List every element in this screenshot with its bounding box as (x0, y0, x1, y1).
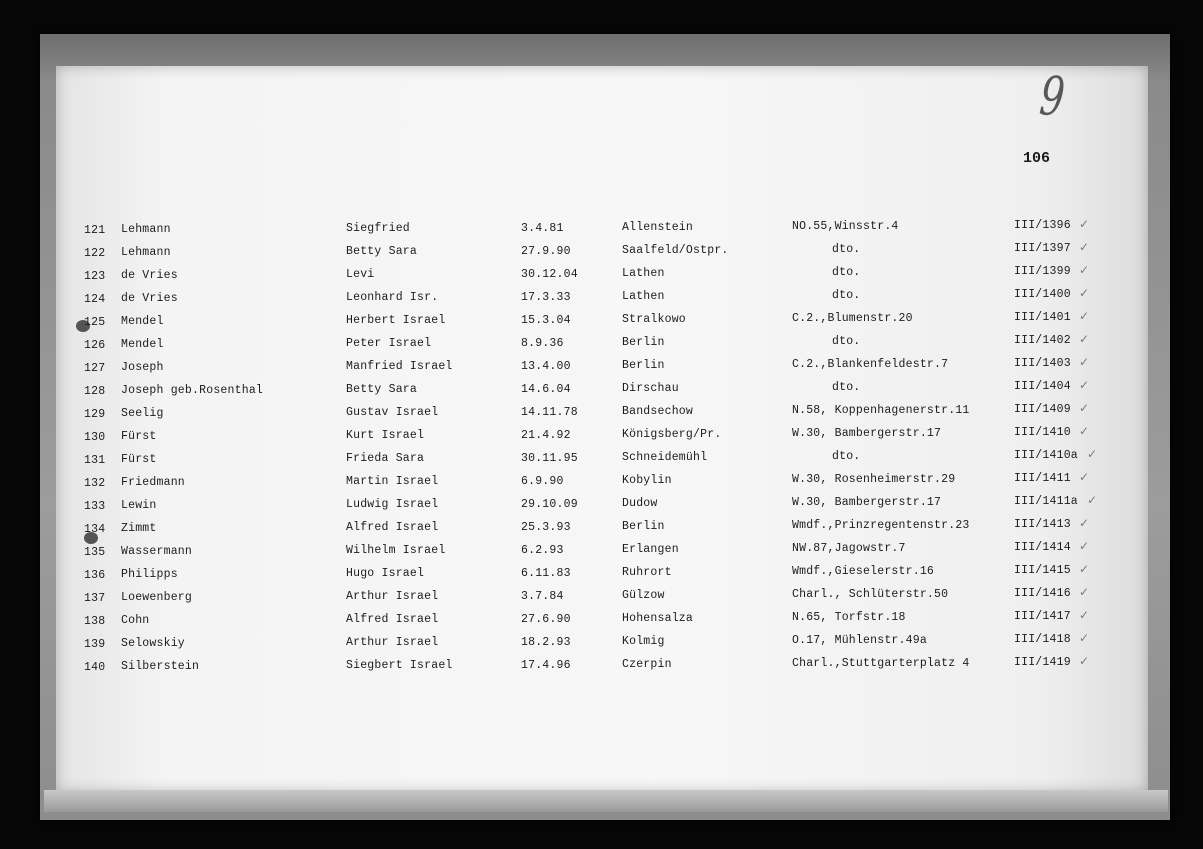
birth-place: Allenstein (622, 221, 694, 235)
check-mark-icon: ✓ (1079, 286, 1090, 301)
first-name: Frieda Sara (346, 452, 425, 466)
address: N.58, Koppenhagenerstr.11 (792, 404, 970, 418)
entry-number: 140 (84, 660, 106, 674)
entry-number: 132 (84, 476, 106, 490)
check-mark-icon: ✓ (1079, 654, 1090, 669)
entry-number: 135 (84, 545, 106, 559)
reference-number: III/1416 (1014, 587, 1071, 601)
first-name: Siegbert Israel (346, 659, 453, 673)
reference-number: III/1417 (1014, 610, 1071, 624)
birth-date: 3.7.84 (521, 589, 564, 603)
birth-date: 29.10.09 (521, 497, 578, 511)
birth-date: 14.11.78 (521, 405, 578, 419)
check-mark-icon: ✓ (1079, 631, 1090, 646)
entry-number: 134 (84, 522, 106, 536)
last-name: Selowskiy (121, 637, 185, 651)
birth-place: Kobylin (622, 474, 672, 488)
birth-place: Berlin (622, 520, 665, 534)
birth-place: Stralkowo (622, 313, 686, 327)
reference-number: III/1399 (1014, 265, 1071, 279)
check-mark-icon: ✓ (1079, 263, 1090, 278)
address: dto. (832, 335, 861, 349)
entry-number: 123 (84, 269, 106, 283)
reference-number: III/1415 (1014, 564, 1071, 578)
reference-number: III/1404 (1014, 380, 1071, 394)
first-name: Leonhard Isr. (346, 291, 439, 305)
reference-number: III/1409 (1014, 403, 1071, 417)
entry-number: 137 (84, 591, 106, 605)
entry-number: 138 (84, 614, 106, 628)
check-mark-icon: ✓ (1079, 585, 1090, 600)
birth-place: Lathen (622, 267, 665, 281)
check-mark-icon: ✓ (1087, 493, 1098, 508)
address: W.30, Rosenheimerstr.29 (792, 473, 956, 487)
address: C.2.,Blumenstr.20 (792, 312, 913, 326)
birth-date: 6.9.90 (521, 474, 564, 488)
last-name: Lehmann (121, 246, 171, 260)
last-name: Lewin (121, 499, 157, 513)
address: Wmdf.,Prinzregentenstr.23 (792, 519, 970, 533)
first-name: Betty Sara (346, 245, 418, 259)
birth-date: 25.3.93 (521, 520, 571, 534)
check-mark-icon: ✓ (1079, 355, 1090, 370)
check-mark-icon: ✓ (1079, 240, 1090, 255)
last-name: Joseph (121, 361, 164, 375)
document-page (56, 63, 1148, 792)
entry-number: 139 (84, 637, 106, 651)
check-mark-icon: ✓ (1079, 516, 1090, 531)
first-name: Gustav Israel (346, 406, 439, 420)
birth-place: Ruhrort (622, 566, 672, 580)
last-name: de Vries (121, 292, 178, 306)
birth-date: 14.6.04 (521, 382, 571, 396)
reference-number: III/1411a (1014, 495, 1078, 509)
reference-number: III/1411 (1014, 472, 1071, 486)
address: NW.87,Jagowstr.7 (792, 542, 906, 556)
entry-number: 127 (84, 361, 106, 375)
first-name: Wilhelm Israel (346, 544, 446, 558)
address: dto. (832, 450, 861, 464)
birth-place: Erlangen (622, 543, 679, 557)
check-mark-icon: ✓ (1079, 562, 1090, 577)
check-mark-icon: ✓ (1079, 539, 1090, 554)
last-name: Wassermann (121, 545, 193, 559)
birth-date: 17.3.33 (521, 290, 571, 304)
address: N.65, Torfstr.18 (792, 611, 906, 625)
last-name: Fürst (121, 453, 157, 467)
reference-number: III/1410 (1014, 426, 1071, 440)
page-bottom-edge (44, 790, 1168, 812)
birth-place: Berlin (622, 336, 665, 350)
birth-place: Berlin (622, 359, 665, 373)
last-name: Loewenberg (121, 591, 193, 605)
birth-date: 8.9.36 (521, 336, 564, 350)
birth-date: 6.2.93 (521, 543, 564, 557)
address: Charl., Schlüterstr.50 (792, 588, 949, 602)
first-name: Alfred Israel (346, 613, 439, 627)
check-mark-icon: ✓ (1079, 378, 1090, 393)
address: dto. (832, 243, 861, 257)
reference-number: III/1414 (1014, 541, 1071, 555)
check-mark-icon: ✓ (1079, 401, 1090, 416)
first-name: Manfried Israel (346, 360, 453, 374)
birth-date: 27.6.90 (521, 612, 571, 626)
reference-number: III/1410a (1014, 449, 1078, 463)
reference-number: III/1418 (1014, 633, 1071, 647)
last-name: de Vries (121, 269, 178, 283)
check-mark-icon: ✓ (1079, 424, 1090, 439)
entry-number: 133 (84, 499, 106, 513)
last-name: Cohn (121, 614, 150, 628)
address: W.30, Bambergerstr.17 (792, 427, 942, 441)
check-mark-icon: ✓ (1079, 470, 1090, 485)
birth-place: Kolmig (622, 635, 665, 649)
birth-date: 27.9.90 (521, 244, 571, 258)
birth-date: 15.3.04 (521, 313, 571, 327)
birth-place: Bandsechow (622, 405, 694, 419)
birth-place: Dirschau (622, 382, 679, 396)
first-name: Kurt Israel (346, 429, 425, 443)
reference-number: III/1396 (1014, 219, 1071, 233)
birth-date: 30.12.04 (521, 267, 578, 281)
first-name: Hugo Israel (346, 567, 425, 581)
address: NO.55,Winsstr.4 (792, 220, 899, 234)
birth-date: 6.11.83 (521, 566, 571, 580)
birth-date: 30.11.95 (521, 451, 578, 465)
reference-number: III/1419 (1014, 656, 1071, 670)
page-number: 106 (1023, 150, 1051, 167)
reference-number: III/1400 (1014, 288, 1071, 302)
entry-number: 131 (84, 453, 106, 467)
address: C.2.,Blankenfeldestr.7 (792, 358, 949, 372)
entry-number: 129 (84, 407, 106, 421)
first-name: Betty Sara (346, 383, 418, 397)
entry-number: 136 (84, 568, 106, 582)
check-mark-icon: ✓ (1079, 332, 1090, 347)
last-name: Fürst (121, 430, 157, 444)
last-name: Seelig (121, 407, 164, 421)
last-name: Silberstein (121, 660, 200, 674)
birth-date: 17.4.96 (521, 658, 571, 672)
first-name: Peter Israel (346, 337, 432, 351)
address: W.30, Bambergerstr.17 (792, 496, 942, 510)
birth-place: Czerpin (622, 658, 672, 672)
birth-place: Gülzow (622, 589, 665, 603)
last-name: Zimmt (121, 522, 157, 536)
last-name: Mendel (121, 315, 164, 329)
check-mark-icon: ✓ (1079, 608, 1090, 623)
address: Wmdf.,Gieselerstr.16 (792, 565, 935, 579)
entry-number: 128 (84, 384, 106, 398)
first-name: Levi (346, 268, 375, 282)
handwritten-page-number: 9 (1036, 63, 1068, 130)
reference-number: III/1413 (1014, 518, 1071, 532)
first-name: Herbert Israel (346, 314, 446, 328)
last-name: Joseph geb.Rosenthal (121, 384, 264, 398)
entry-number: 124 (84, 292, 106, 306)
check-mark-icon: ✓ (1079, 217, 1090, 232)
last-name: Mendel (121, 338, 164, 352)
first-name: Arthur Israel (346, 590, 439, 604)
reference-number: III/1402 (1014, 334, 1071, 348)
birth-place: Dudow (622, 497, 658, 511)
entry-number: 130 (84, 430, 106, 444)
reference-number: III/1401 (1014, 311, 1071, 325)
entry-number: 122 (84, 246, 106, 260)
last-name: Lehmann (121, 223, 171, 237)
birth-date: 18.2.93 (521, 635, 571, 649)
birth-place: Schneidemühl (622, 451, 708, 465)
address: dto. (832, 266, 861, 280)
birth-place: Lathen (622, 290, 665, 304)
check-mark-icon: ✓ (1087, 447, 1098, 462)
address: Charl.,Stuttgarterplatz 4 (792, 657, 970, 671)
last-name: Philipps (121, 568, 178, 582)
entry-number: 121 (84, 223, 106, 237)
reference-number: III/1397 (1014, 242, 1071, 256)
birth-date: 13.4.00 (521, 359, 571, 373)
first-name: Ludwig Israel (346, 498, 439, 512)
birth-date: 3.4.81 (521, 221, 564, 235)
birth-place: Hohensalza (622, 612, 694, 626)
first-name: Siegfried (346, 222, 410, 236)
first-name: Alfred Israel (346, 521, 439, 535)
reference-number: III/1403 (1014, 357, 1071, 371)
first-name: Martin Israel (346, 475, 439, 489)
entry-number: 125 (84, 315, 106, 329)
birth-date: 21.4.92 (521, 428, 571, 442)
address: O.17, Mühlenstr.49a (792, 634, 927, 648)
entry-number: 126 (84, 338, 106, 352)
birth-place: Königsberg/Pr. (622, 428, 722, 442)
check-mark-icon: ✓ (1079, 309, 1090, 324)
last-name: Friedmann (121, 476, 185, 490)
birth-place: Saalfeld/Ostpr. (622, 244, 729, 258)
address: dto. (832, 381, 861, 395)
address: dto. (832, 289, 861, 303)
first-name: Arthur Israel (346, 636, 439, 650)
